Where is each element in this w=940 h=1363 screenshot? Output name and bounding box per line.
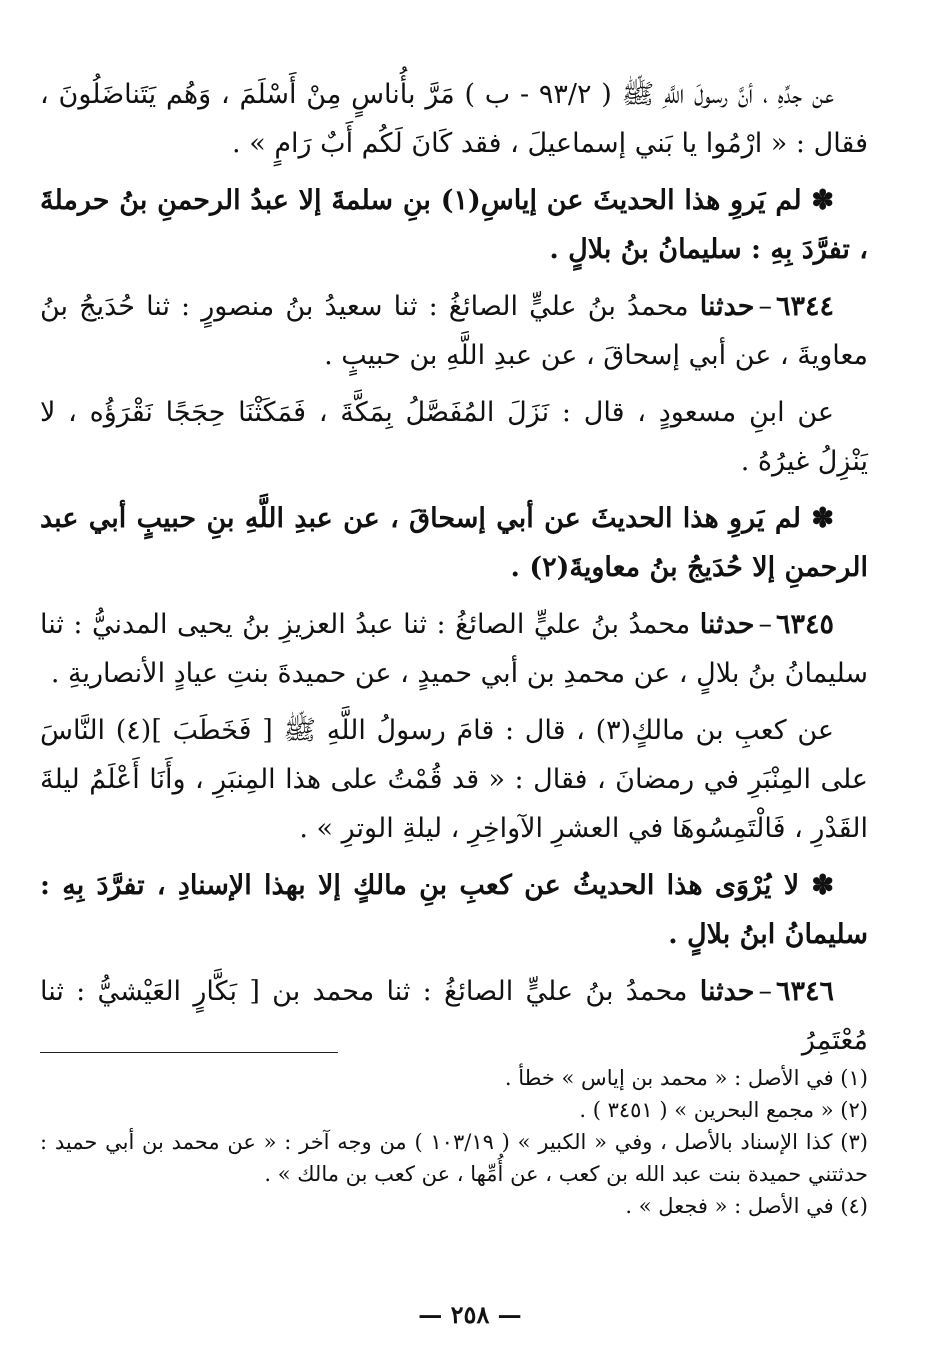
commentary-note: ✽ لم يَروِ هذا الحديثَ عن أبي إسحاقَ ، عن عبدِ اللَّهِ بنِ حبيبٍ أبي عبد الرحمنِ إلا حُدَيجُ بنُ معاويةَ(٢) . bbox=[40, 503, 868, 583]
footnotes bbox=[40, 1062, 868, 1222]
isnad-text: محمدُ بنُ عليٍّ الصائغُ : ثنا محمد بن [ بَكَّارٍ العَيْشيُّ : ثنا مُعْتَمِرُ bbox=[40, 976, 868, 1056]
dash-separator: – bbox=[758, 291, 772, 322]
hadith-text: عن جدِّهِ ، أنَّ رسولَ اللَّهِ ﷺ ( ٩٣/٢ - ب ) مَرَّ بأُناسٍ مِنْ أَسْلَمَ ، وَهُم يَتَناضَلُونَ ، فقال : « ارْمُوا يا بَني إسماعيلَ ، فقد كَانَ لَكُم أَبٌ رَامٍ » . bbox=[40, 79, 868, 159]
dash-separator: – bbox=[758, 976, 772, 1007]
hadith-number: ٦٣٤٤ bbox=[775, 291, 834, 322]
narration-lead: حدثنا bbox=[699, 609, 755, 640]
footnote: (٢) « مجمع البحرين » ( ٣٤٥١ ) . bbox=[579, 1098, 868, 1122]
commentary-note: ✽ لم يَروِ هذا الحديثَ عن إياسِ(١) بنِ سلمةَ إلا عبدُ الرحمنِ بنُ حرملةَ ، تفرَّدَ بِهِ : سليمانُ بنُ بلالٍ . bbox=[40, 185, 868, 265]
hadith-number: ٦٣٤٦ bbox=[775, 976, 834, 1007]
dash-separator: – bbox=[758, 609, 772, 640]
hadith-number: ٦٣٤٥ bbox=[775, 609, 834, 640]
page-number: — ٢٥٨ — bbox=[418, 1300, 522, 1329]
footnote: (١) في الأصل : « محمد بن إياس » خطأ . bbox=[504, 1066, 868, 1090]
isnad-text: محمدُ بنُ عليٍّ الصائغُ : ثنا عبدُ العزيزِ بنُ يحيى المدنيُّ : ثنا سليمانُ بنُ بلالٍ ، عن محمدِ بن أبي حميدٍ ، عن حميدةَ بنتِ عيادٍ الأنصاريةِ . bbox=[40, 609, 868, 689]
commentary-note: ✽ لا يُرْوَى هذا الحديثُ عن كعبِ بنِ مالكٍ إلا بهذا الإسنادِ ، تفرَّدَ بِهِ : سليمانُ ابنُ بلالٍ . bbox=[40, 870, 868, 950]
narration-lead: حدثنا bbox=[699, 976, 755, 1007]
hadith-text: عن كعبِ بن مالكٍ(٣) ، قال : قامَ رسولُ اللَّهِ ﷺ [ فَخَطَبَ ](٤) النَّاسَ على المِنْبَرِ في رمضانَ ، فقال : « قد قُمْتُ على هذا المِنبَرِ ، وأَنَا أَعْلَمُ ليلةَ القَدْرِ ، فَالْتَمِسُوهَا في العشرِ الآواخِرِ ، ليلةِ الوترِ » . bbox=[40, 715, 868, 844]
footnote-rule bbox=[40, 1052, 338, 1053]
hadith-text: عن ابنِ مسعودٍ ، قال : نَزَلَ المُفَصَّلُ بِمَكَّةَ ، فَمَكَثْنَا حِجَجًا نَقْرَؤُه ، لا يَنْزِلُ غيرُهُ . bbox=[40, 397, 868, 477]
isnad-text: محمدُ بنُ عليٍّ الصائغُ : ثنا سعيدُ بنُ منصورٍ : ثنا حُدَيجُ بنُ معاويةَ ، عن أبي إسحاقَ ، عن عبدِ اللَّهِ بن حبيبٍ . bbox=[40, 291, 868, 371]
footnote: (٤) في الأصل : « فجعل » . bbox=[625, 1194, 868, 1218]
hadith-entry bbox=[40, 282, 868, 380]
narration-lead: حدثنا bbox=[699, 291, 755, 322]
hadith-entry bbox=[40, 600, 868, 698]
hadith-entry bbox=[40, 967, 868, 1065]
footnote: (٣) كذا الإسناد بالأصل ، وفي « الكبير » ( ١٠٣/١٩ ) من وجه آخر : « عن محمد بن أبي حميد : حدثتني حميدة بنت عبد الله بن كعب ، عن أُمِّها ، عن كعب بن مالك » . bbox=[40, 1130, 868, 1186]
